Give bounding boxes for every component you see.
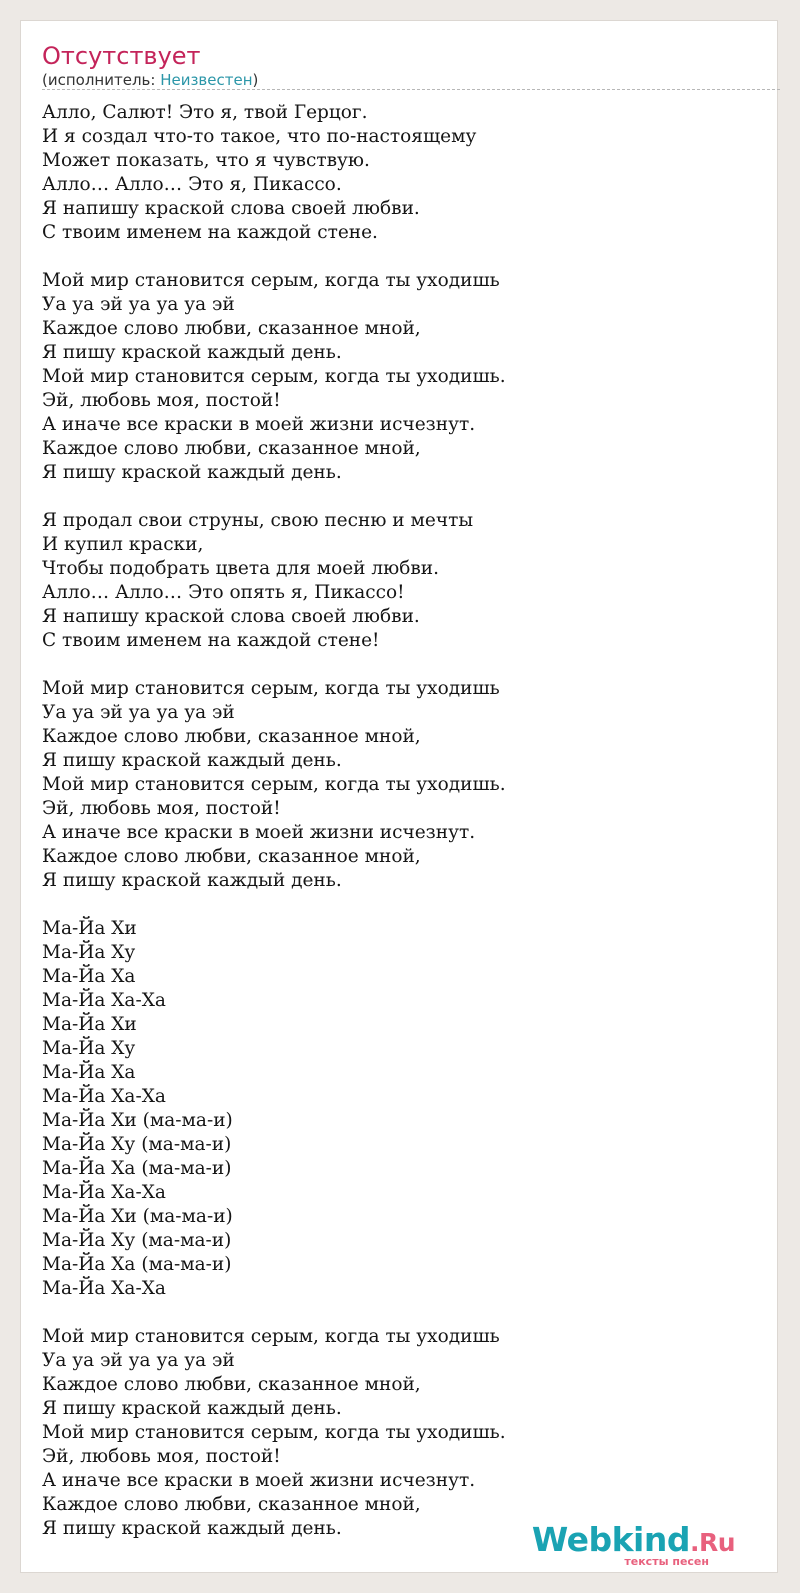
song-title: Отсутствует bbox=[42, 42, 201, 70]
site-watermark bbox=[532, 1521, 735, 1568]
lyrics-text: Алло, Салют! Это я, твой Герцог. И я создал что-то такое, что по-настоящему Может показать, что я чувствую. Алло… Алло… Это я, Пикассо. Я напишу краской слова своей любви. С твоим именем на каждой стене. Мой мир становится серым, когда ты уходишь Уа уа эй уа уа уа эй Каждое слово любви, сказанное мной, Я пишу краской каждый день. Мой мир становится серым, когда ты уходишь. Эй, любовь моя, постой! А иначе все краски в моей жизни исчезнут. Каждое слово любви, сказанное мной, Я пишу краской каждый день. Я продал свои струны, свою песню и мечты И купил краски, Чтобы подобрать цвета для моей любви. Алло… Алло… Это опять я, Пикассо! Я напишу краской слова своей любви. С твоим именем на каждой стене! Мой мир становится серым, когда ты уходишь Уа уа эй уа уа уа эй Каждое слово любви, сказанное мной, Я пишу краской каждый день. Мой мир становится серым, когда ты уходишь. Эй, любовь моя, постой! А иначе все краски в моей жизни исчезнут. Каждое слово любви, сказанное мной, Я пишу краской каждый день. Ма-Йа Хи Ма-Йа Ху Ма-Йа Ха Ма-Йа Ха-Ха Ма-Йа Хи Ма-Йа Ху Ма-Йа Ха Ма-Йа Ха-Ха Ма-Йа Хи (ма-ма-и) Ма-Йа Ху (ма-ма-и) Ма-Йа Ха (ма-ма-и) Ма-Йа Ха-Ха Ма-Йа Хи (ма-ма-и) Ма-Йа Ху (ма-ма-и) Ма-Йа Ха (ма-ма-и) Ма-Йа Ха-Ха Мой мир становится серым, когда ты уходишь Уа уа эй уа уа уа эй Каждое слово любви, сказанное мной, Я пишу краской каждый день. Мой мир становится серым, когда ты уходишь. Эй, любовь моя, постой! А иначе все краски в моей жизни исчезнут. Каждое слово любви, сказанное мной, Я пишу краской каждый день. bbox=[42, 102, 506, 1539]
title-divider bbox=[42, 89, 780, 90]
watermark-brand: Webkind bbox=[531, 1520, 690, 1559]
lyrics-card bbox=[20, 20, 778, 1573]
watermark-tld: .Ru bbox=[689, 1528, 735, 1557]
artist-prefix: (исполнитель: bbox=[42, 71, 161, 89]
artist-suffix: ) bbox=[252, 71, 259, 89]
watermark-tagline: тексты песен bbox=[624, 1555, 709, 1568]
artist-line bbox=[42, 69, 258, 91]
artist-link[interactable]: Неизвестен bbox=[160, 71, 253, 89]
